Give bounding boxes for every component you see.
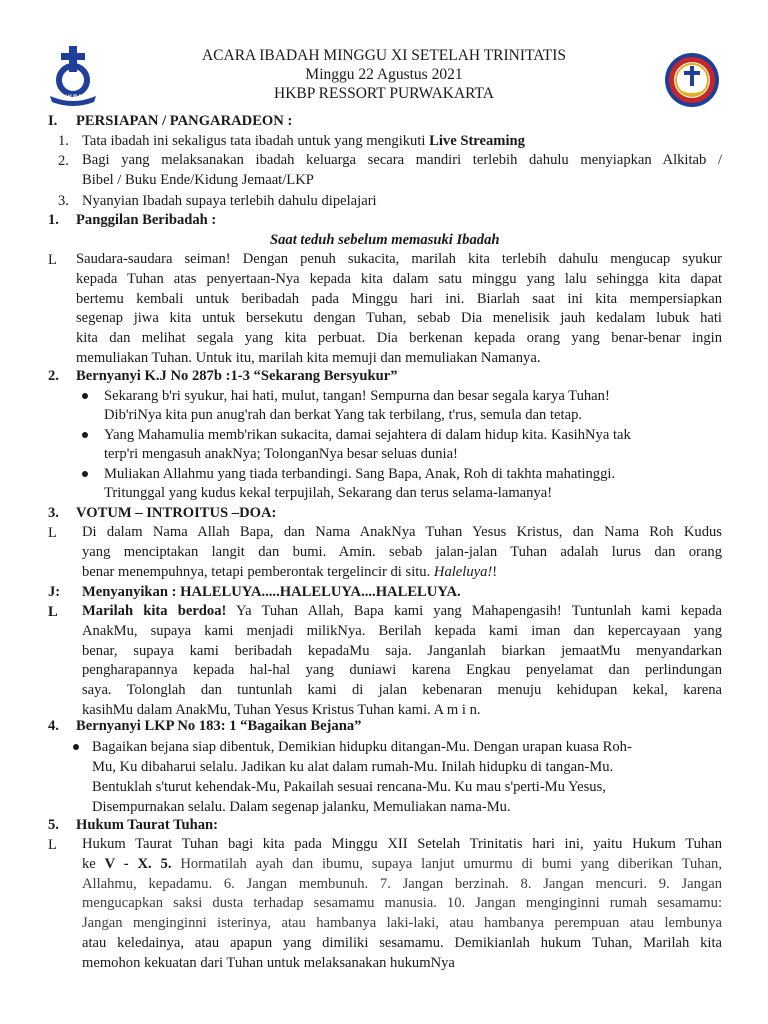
list-number: 1. bbox=[58, 133, 69, 149]
church-name: HKBP RESSORT PURWAKARTA bbox=[274, 85, 494, 102]
list-item: Bagi yang melaksanakan ibadah keluarga secara mandiri terlebih dahulu menyiapkan Alkitab / Bibel / Buku Ende/Kidung Jemaat/LKP bbox=[82, 152, 722, 188]
list-item: Tata ibadah ini sekaligus tata ibadah untuk yang mengikuti Live Streaming bbox=[82, 133, 525, 149]
document-header bbox=[120, 46, 648, 103]
section-number: 1. bbox=[48, 212, 59, 228]
speaker-label: J: bbox=[48, 584, 61, 600]
hymn-line: Tritunggal yang kudus kekal terpujilah, Sekarang dan terus selama-lamanya! bbox=[104, 485, 553, 501]
congregation-response: Menyanyikan : HALELUYA.....HALELUYA....HALELUYA. bbox=[82, 584, 461, 600]
bullet-dot bbox=[82, 432, 88, 438]
speaker-label: L bbox=[48, 525, 57, 541]
section-number: 2. bbox=[48, 368, 59, 384]
section-subtitle: Saat teduh sebelum memasuki Ibadah bbox=[270, 232, 500, 248]
bullet-dot bbox=[73, 744, 79, 750]
hymn-line: Mu, Ku dibaharui selalu. Jadikan ku alat dalam rumah-Mu. Inilah hidupku di tangan-Mu. bbox=[92, 759, 614, 775]
hymn-line: Yang Mahamulia memb'rikan sukacita, damai sejahtera di dalam hidup kita. KasihNya tak bbox=[104, 427, 631, 443]
section-number: 4. bbox=[48, 718, 59, 734]
hkbp-cross-emblem-icon bbox=[42, 44, 104, 106]
section-number: 5. bbox=[48, 817, 59, 833]
section-title: Hukum Taurat Tuhan: bbox=[76, 817, 218, 833]
list-number: 2. bbox=[58, 153, 69, 169]
section-number: 3. bbox=[48, 505, 59, 521]
hymn-line: Sekarang b'ri syukur, hai hati, mulut, tangan! Sempurna dan besar segala karya Tuhan! bbox=[104, 388, 610, 404]
paragraph: Saudara-saudara seiman! Dengan penuh sukacita, marilah kita terlebih dahulu mengucap syukur kepada Tuhan atas penyertaan-Nya kepada kita dalam satu minggu yang lalu sehingga kita dapat bertemu kembali untuk beribadah pada Minggu hari ini. Biarlah saat ini kita mempersiapkan segenap jiwa kita untuk bersekutu dengan Tuhan, sebab Dia menelisik jauh kedalam lubuk hati kita dan melihat segala yang kita perbuat. Dia berkenan kepada orang yang benar-benar ingin memuliakan Tuhan. Untuk itu, marilah kita memuji dan memuliakan Namanya. bbox=[76, 251, 722, 366]
section-title: Bernyanyi K.J No 287b :1-3 “Sekarang Bersyukur” bbox=[76, 368, 398, 384]
hymn-line: Dib'riNya kita pun anug'rah dan berkat Yang tak terbilang, t'rus, semula dan tetap. bbox=[104, 407, 583, 423]
bullet-dot bbox=[82, 471, 88, 477]
paragraph: Marilah kita berdoa! Ya Tuhan Allah, Bapa kami yang Mahapengasih! Tuntunlah kami kepada AnakMu, supaya kami menjadi milikNya. Berilah kepada kami iman dan kepercayaan yang benar, supaya kami beribadah kepadaMu saja. Janganlah biarkan jemaatMu menyandarkan pengharapannya kepada hal-hal yang duniawi karena Engkau penyelamat dan perlindungan saya. Tolonglah dan tuntunlah kami di jalan kebenaran menuju kehidupan kekal, karena kasihMu dalam AnakMu, Tuhan Yesus Kristus Tuhan kami. A m i n. bbox=[82, 603, 722, 718]
speaker-label: L bbox=[48, 604, 58, 620]
section-i-title: PERSIAPAN / PANGARADEON : bbox=[76, 113, 293, 129]
hymn-line: Bentuklah s'turut kehendak-Mu, Pakailah sesuai rencana-Mu. Ku mau s'perti-Mu Yesus, bbox=[92, 779, 606, 795]
paragraph: Hukum Taurat Tuhan bagi kita pada Minggu XII Setelah Trinitatis hari ini, yaitu Hukum Tuhan ke V - X. 5. Hormatilah ayah dan ibumu, supaya lanjut umurmu di bumi yang diberikan Tuhan, Allahmu, kepadamu. 6. Jangan membunuh. 7. Jangan berzinah. 8. Jangan mencuri. 9. Jangan mengucapkan saksi dusta terhadap sesamamu manusia. 10. Jangan menginginni rumah sesamamu: Jangan menginginni isterinya, atau hambanya laki-laki, atau hambanya perempuan atau lembunya atau keledainya, atau apapun yang dimiliki sesamamu. Demikianlah hukum Tuhan, Marilah kita memohon kekuatan dari Tuhan untuk melaksanakan hukumNya bbox=[82, 836, 722, 971]
hymn-line: Bagaikan bejana siap dibentuk, Demikian hidupku ditangan-Mu. Dengan urapan kuasa Roh- bbox=[92, 739, 632, 755]
document-title: ACARA IBADAH MINGGU XI SETELAH TRINITATIS bbox=[201, 47, 566, 64]
section-title: VOTUM – INTROITUS –DOA: bbox=[76, 505, 277, 521]
speaker-label: L bbox=[48, 837, 57, 853]
section-i-number: I. bbox=[48, 113, 58, 129]
paragraph: Di dalam Nama Allah Bapa, dan Nama AnakNya Tuhan Yesus Kristus, dan Nama Roh Kudus yang menciptakan langit dan bumi. Amin. sebab jalan-jalan Tuhan adalah lurus dan orang benar menempuhnya, tetapi pemberontak tergelincir di situ. Haleluya!! bbox=[82, 524, 722, 580]
hymn-line: terp'ri mengasuh anakNya; TolonganNya besar seluas dunia! bbox=[104, 446, 458, 462]
section-title: Bernyanyi LKP No 183: 1 “Bagaikan Bejana” bbox=[76, 718, 362, 734]
hymn-line: Disempurnakan selalu. Dalam segenap jalanku, Memuliakan nama-Mu. bbox=[92, 799, 511, 815]
church-seal-icon bbox=[664, 52, 720, 108]
document-date: Minggu 22 Agustus 2021 bbox=[305, 66, 463, 83]
hkbp-logo-text: HKBP bbox=[62, 95, 84, 101]
hymn-line: Muliakan Allahmu yang tiada terbandingi. Sang Bapa, Anak, Roh di takhta mahatinggi. bbox=[104, 466, 616, 482]
section-title: Panggilan Beribadah : bbox=[76, 212, 217, 228]
bullet-dot bbox=[82, 393, 88, 399]
list-item: Nyanyian Ibadah supaya terlebih dahulu dipelajari bbox=[82, 193, 377, 209]
speaker-label: L bbox=[48, 252, 57, 268]
list-number: 3. bbox=[58, 193, 69, 209]
